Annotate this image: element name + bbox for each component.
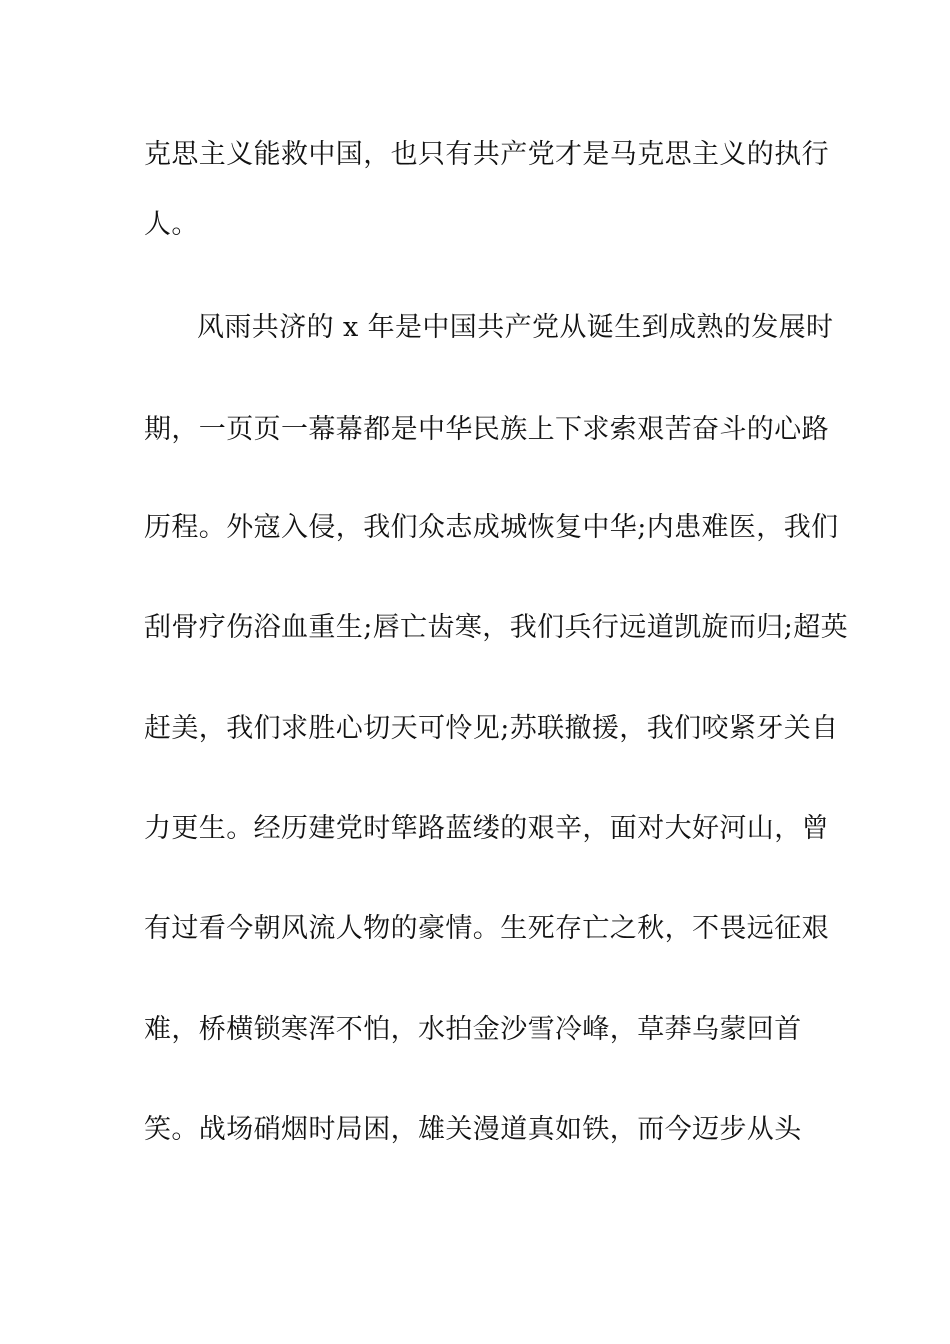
text-line: 历程。外寇入侵，我们众志成城恢复中华;内患难医，我们 xyxy=(144,512,839,543)
text-line: 期，一页页一幕幕都是中华民族上下求索艰苦奋斗的心路 xyxy=(144,414,829,445)
paragraph-first-line: 风雨共济的 x 年是中国共产党从诞生到成熟的发展时 xyxy=(197,312,834,343)
text-line: 克思主义能救中国，也只有共产党才是马克思主义的执行 xyxy=(144,139,829,170)
text-line: 力更生。经历建党时筚路蓝缕的艰辛，面对大好河山，曾 xyxy=(144,813,829,844)
text-line: 难，桥横锁寒浑不怕，水拍金沙雪冷峰，草莽乌蒙回首 xyxy=(144,1014,802,1045)
text-line: 赶美，我们求胜心切天可怜见;苏联撤援，我们咬紧牙关自 xyxy=(144,713,839,744)
text-line: 人。 xyxy=(144,209,199,240)
text-line: 刮骨疗伤浴血重生;唇亡齿寒，我们兵行远道凯旋而归;超英 xyxy=(144,612,848,643)
text-line: 笑。战场硝烟时局困，雄关漫道真如铁，而今迈步从头 xyxy=(144,1114,802,1145)
text-line: 有过看今朝风流人物的豪情。生死存亡之秋，不畏远征艰 xyxy=(144,913,829,944)
